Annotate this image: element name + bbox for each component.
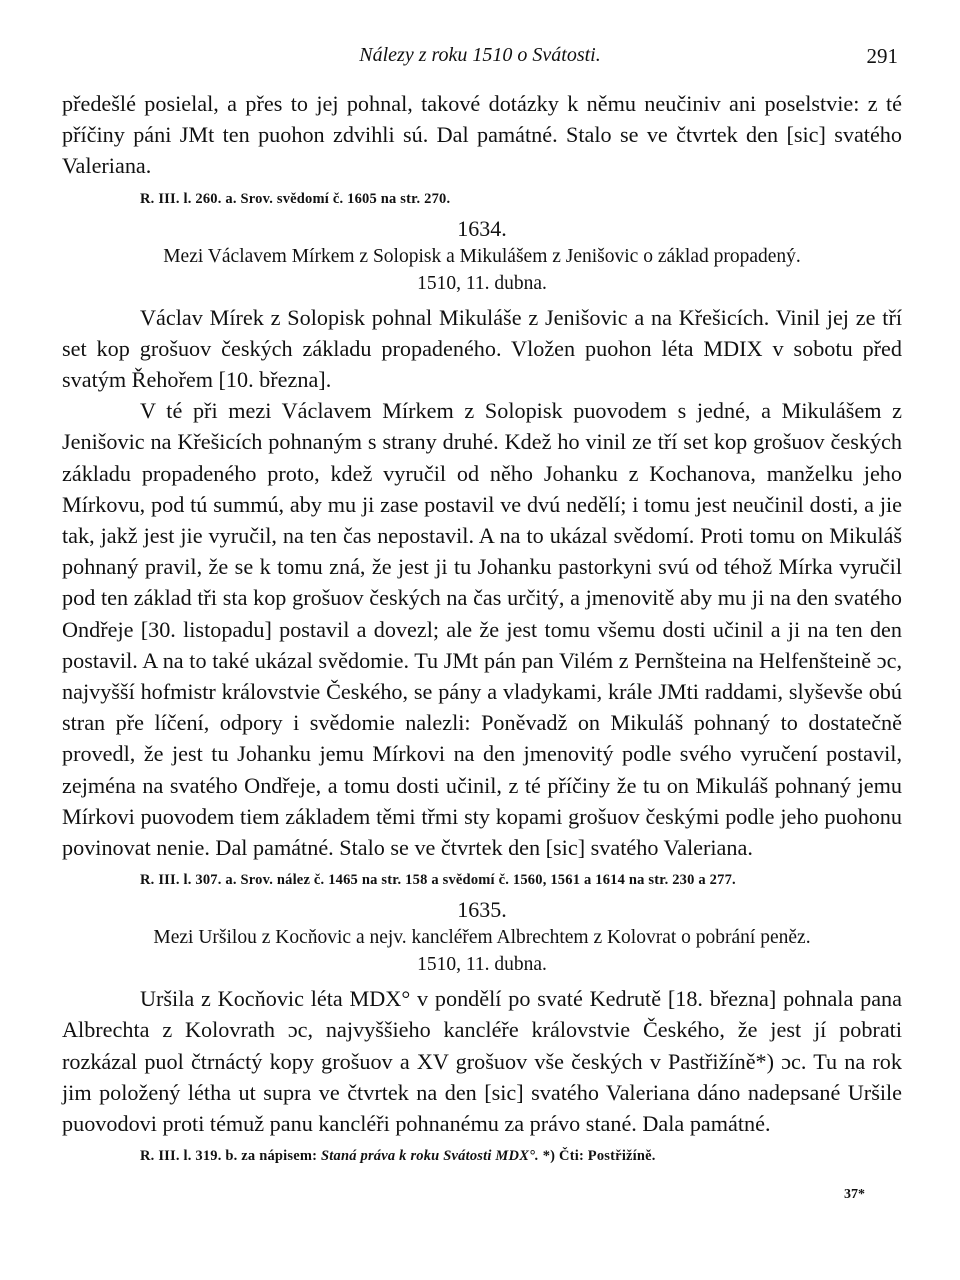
footnote-text: *) Čti: Postřižíně. <box>538 1148 656 1165</box>
entry-number: 1634. <box>457 215 507 241</box>
reference-italic: Staná práva k roku Svátosti MDX°. <box>321 1148 539 1165</box>
source-reference <box>62 1145 902 1167</box>
entry-date: 1510, 11. dubna. <box>417 272 547 294</box>
signature-mark: 37* <box>844 1187 865 1202</box>
page-header <box>62 44 898 72</box>
source-reference: R. III. l. 260. a. Srov. svědomí č. 1605 na str. 270. <box>140 190 451 207</box>
entry-date: 1510, 11. dubna. <box>417 954 547 976</box>
entry-title: Mezi Václavem Mírkem z Solopisk a Mikulášem z Jenišovic o základ propadený. <box>163 245 801 267</box>
reference-text: R. III. l. 319. b. za nápisem: <box>140 1148 322 1165</box>
entry-number: 1635. <box>457 897 507 923</box>
source-reference: R. III. l. 307. a. Srov. nález č. 1465 na str. 158 a svědomí č. 1560, 1561 a 1614 na str. 230 a 277. <box>140 872 736 889</box>
page-number: 291 <box>866 44 898 68</box>
entry-paragraph: V té při mezi Václavem Mírkem z Solopisk puovodem s jedné, a Mikulášem z Jenišovic na Křešicích pohnaným s strany druhé. Kdež ho vinil ze tří set kop grošuov českých základu propadeného proto, kdež vyručil od něho Johanku z Kochanova, manželku jeho Mírkovu, pod tú summú, aby mu ji zase postavil ve dvú nedělí; i tomu jest neučinil dosti, a jie tak, jakž jest jie vyručil, na ten čas nepostavil. A na to ukázal svědomí. Proti tomu on Mikuláš pohnaný pravil, že se k tomu zná, že jest ji tu Johanku pastorkyni svú od téhož Mírka vyručil pod ten základ tři sta kop grošuov českých na čas určitý, a jmenovitě aby mu ji na den svatého Ondřeje [30. listopadu] postavil a dovezl; ale že jest tomu všemu dosti učinil a ji na ten den postavil. A na to také ukázal svědomie. Tu JMt pán pan Vilém z Pernšteina na Helfenšteině ɔc, najvyšší hofmistr královstvie Českého, se pány a vladykami, krále JMti raddami, slyševše obú stran pře líčení, odpory i svědomie nalezli: Poněvadž on Mikuláš pohnaný to dostatečně provedl, že jest tu Johanku jemu Mírkovi na den jmenovitý podle svého vyručení postavil, zejména na svatého Ondřeje, a tomu dosti učinil, z té příčiny že tu on Mikuláš pohnaný jemu Mírkovi puovodem tiem základem těmi třmi sty kopami grošuov českými podle jeho puohonu povinovat nenie. Dal památné. Stalo se ve čtvrtek den [sic] svatého Valeriana. <box>62 398 902 861</box>
entry-paragraph: Václav Mírek z Solopisk pohnal Mikuláše z Jenišovic a na Křešicích. Vinil jej ze tří set kop grošuov českých základu propadeného. Vložen puohon léta MDIX v sobotu před svatým Řehořem [10. března]. <box>62 304 902 393</box>
entry-title: Mezi Uršilou z Kocňovic a nejv. kancléřem Albrechtem z Kolovrat o pobrání peněz. <box>153 927 811 949</box>
continued-paragraph: předešlé posielal, a přes to jej pohnal, takové dotázky k němu neučiniv ani poselstvie: z té příčiny páni JMt ten puohon zdvihli sú. Dal památné. Stalo se ve čtvrtek den [sic] svatého Valeriana. <box>62 91 902 179</box>
running-title: Nálezy z roku 1510 o Svátosti. <box>359 44 601 66</box>
entry-paragraph: Uršila z Kocňovic léta MDX° v pondělí po svaté Kedrutě [18. března] pohnala pana Albrechta z Kolovrath ɔc, najvyššieho kancléře královstvie Českého, že jest jí pobrati rozkázal puol čtrnáctý kopy grošuov a XV grošuov vše českých v Pastřižíně*) ɔc. Tu na rok jim položený létha ut supra ve čtvrtek na den [sic] svatého Valeriana dáno nadepsané Uršile puovodovi proti témuž panu kancléři pohnanému za právo stané. Dala památné. <box>62 986 902 1137</box>
page-body <box>62 88 902 1171</box>
